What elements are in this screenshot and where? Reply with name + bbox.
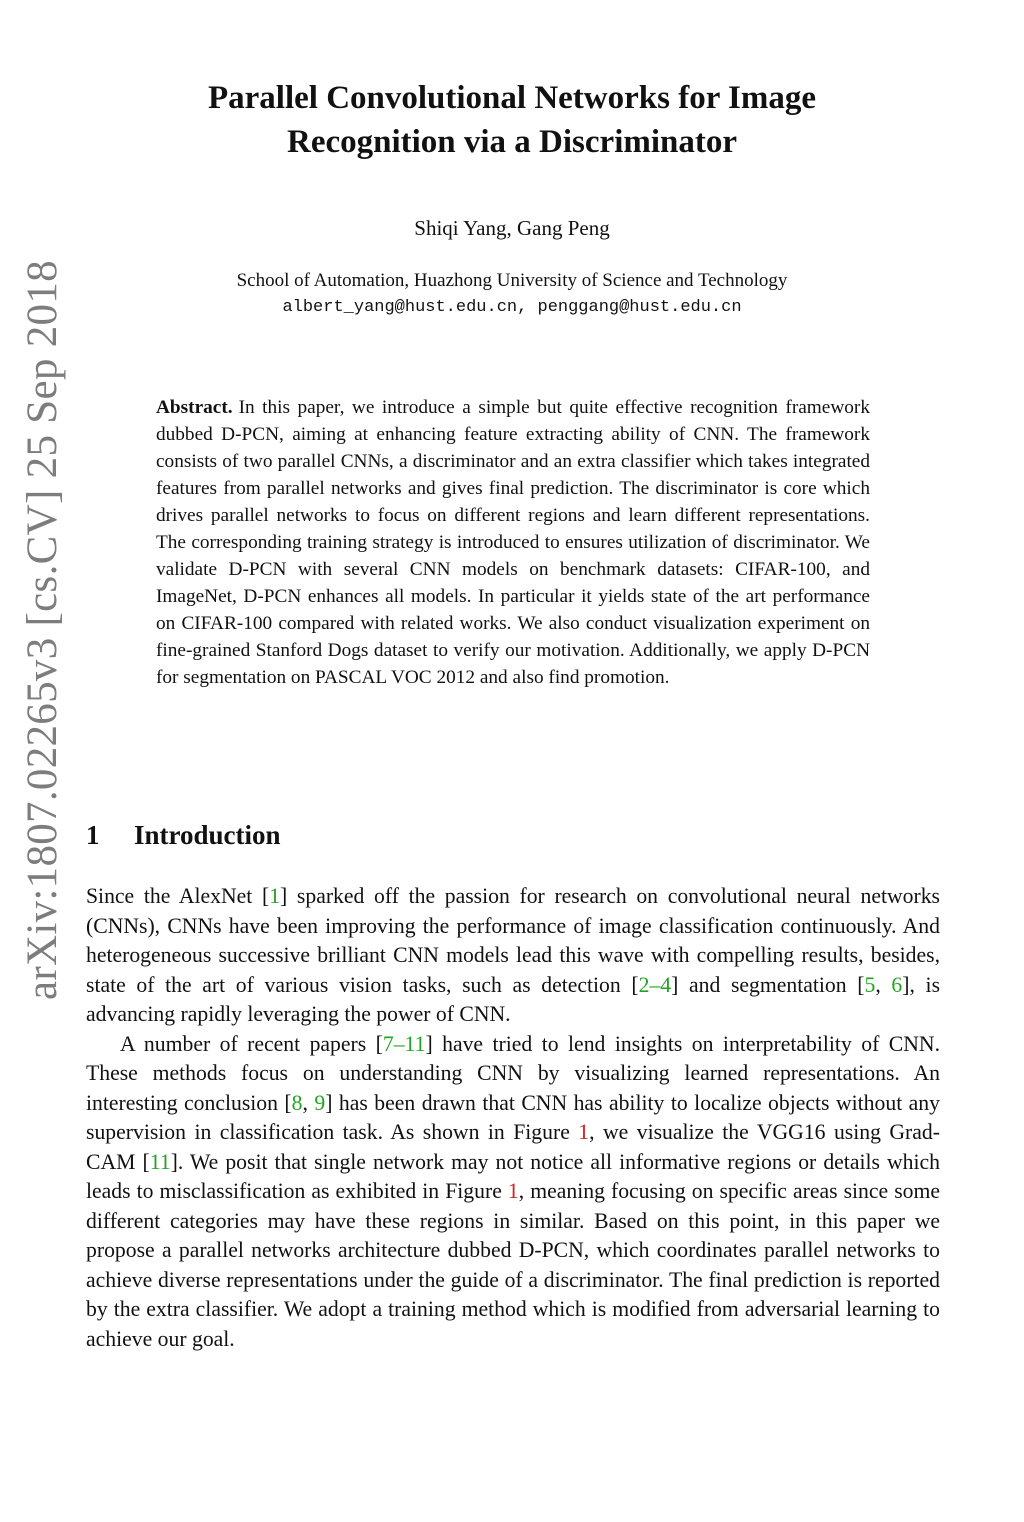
- text-run: Since the AlexNet [: [86, 884, 270, 908]
- text-run: ] sparked off the passion for research on convolutional neural networks (CNNs), CNNs have been improving the performance of image classification continuously. And heterogeneous successive brilliant CNN models lead this wave with compelling results, besides, state of the art of various vision tasks, such as detection [: [86, 884, 940, 997]
- citation-link[interactable]: 2–4: [638, 972, 672, 997]
- intro-body: [86, 882, 940, 1354]
- title-line-2: Recognition via a Discriminator: [286, 124, 738, 160]
- arxiv-identifier: arXiv:1807.02265v3 [cs.CV] 25 Sep 2018: [19, 260, 66, 1000]
- text-run: A number of recent papers [: [120, 1031, 383, 1056]
- citation-link[interactable]: 5: [864, 972, 876, 997]
- affiliation: School of Automation, Huazhong University of Science and Technology: [236, 270, 788, 291]
- title-line-1: Parallel Convolutional Networks for Image: [207, 80, 816, 116]
- text-run: ] has been drawn that CNN has ability to localize objects without any supervision in classification task. As shown in Figure: [86, 1090, 940, 1144]
- authors: Shiqi Yang, Gang Peng: [414, 216, 610, 240]
- citation-link[interactable]: 9: [314, 1090, 326, 1115]
- figure-link[interactable]: 1: [578, 1120, 590, 1144]
- section-title: Introduction: [134, 820, 281, 850]
- paper-title: [100, 76, 924, 164]
- section-number: 1: [86, 820, 100, 850]
- text-run: ,: [302, 1090, 315, 1115]
- intro-paragraph-2: [86, 1030, 940, 1355]
- abstract: [156, 394, 870, 691]
- text-run: ], is advancing rapidly leveraging the power of CNN.: [86, 972, 941, 1026]
- citation-link[interactable]: 8: [291, 1090, 303, 1115]
- text-run: , we visualize the VGG16 using Grad-CAM [: [86, 1120, 940, 1174]
- abstract-heading: Abstract.: [156, 397, 233, 418]
- citation-link[interactable]: 11: [149, 1149, 171, 1174]
- author-emails: albert_yang@hust.edu.cn, penggang@hust.edu.cn: [282, 298, 742, 317]
- text-run: , meaning focusing on specific areas since some different categories may have these regions in similar. Based on this point, in this paper we propose a parallel networks architecture dubbed D-PCN, which coordinates parallel networks to achieve diverse representations under the guide of a discriminator. The final prediction is reported by the extra classifier. We adopt a training method which is modified from adversarial learning to achieve our goal.: [86, 1179, 940, 1351]
- abstract-text: In this paper, we introduce a simple but quite effective recognition framework dubbed D-PCN, aiming at enhancing feature extracting ability of CNN. The framework consists of two parallel CNNs, a discriminator and an extra classifier which takes integrated features from parallel networks and gives final prediction. The discriminator is core which drives parallel networks to focus on different regions and learn different representations. The corresponding training strategy is introduced to ensures utilization of discriminator. We validate D-PCN with several CNN models on benchmark datasets: CIFAR-100, and ImageNet, D-PCN enhances all models. In particular it yields state of the art performance on CIFAR-100 compared with related works. We also conduct visualization experiment on fine-grained Stanford Dogs dataset to verify our motivation. Additionally, we apply D-PCN for segmentation on PASCAL VOC 2012 and also find promotion.: [156, 397, 870, 688]
- intro-paragraph-1: [86, 882, 940, 1030]
- figure-link[interactable]: 1: [507, 1179, 519, 1203]
- citation-link[interactable]: 7–11: [382, 1031, 426, 1056]
- section-heading: [86, 820, 281, 851]
- text-run: ] and segmentation [: [671, 972, 865, 997]
- text-run: ]. We posit that single network may not notice all informative regions or details which leads to misclassification as exhibited in Figure: [86, 1149, 940, 1203]
- text-run: ] have tried to lend insights on interpretability of CNN. These methods focus on understanding CNN by visualizing learned representations. An interesting conclusion [: [86, 1031, 940, 1115]
- citation-link[interactable]: 1: [269, 884, 281, 908]
- text-run: ,: [875, 972, 892, 997]
- citation-link[interactable]: 6: [891, 972, 903, 997]
